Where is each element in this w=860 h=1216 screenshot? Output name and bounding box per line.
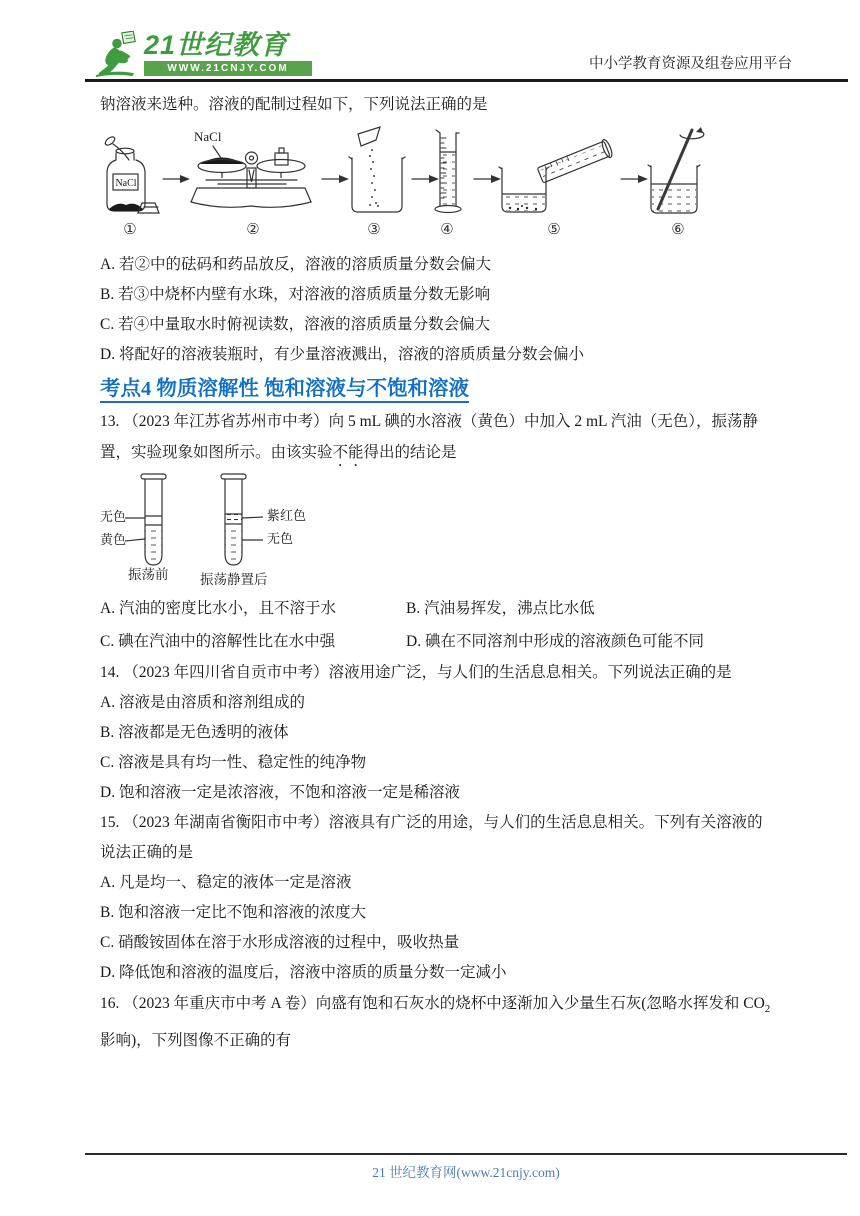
header-divider [85, 79, 848, 82]
q13-option-d: D. 碘在不同溶剂中形成的溶液颜色可能不同 [406, 633, 704, 650]
q13-stem-line2-pre: 置，实验现象如图所示。由该实验 [100, 444, 333, 461]
tube-label-right-bottom: 无色 [267, 531, 294, 546]
question-14 [100, 658, 800, 808]
tube-label-left-bottom: 黄色 [100, 532, 127, 547]
q14-option-d: D. 饱和溶液一定是浓溶液，不饱和溶液一定是稀溶液 [100, 784, 460, 801]
brand-text-block [144, 31, 312, 76]
q13-option-a: A. 汽油的密度比水小，且不溶于水 [100, 600, 336, 617]
q13-option-b: B. 汽油易挥发，沸点比水低 [406, 600, 595, 617]
q15-option-d: D. 降低饱和溶液的温度后，溶液中溶质的质量分数一定减小 [100, 964, 507, 981]
question-16 [100, 988, 800, 1056]
q16-stem-line1 [100, 988, 800, 1025]
logo-runner-icon [94, 31, 140, 84]
footer-divider [85, 1153, 847, 1155]
balance-nacl-label: NaCl [194, 129, 222, 144]
q15-stem-line2: 说法正确的是 [100, 844, 194, 861]
q13-option-c: C. 碘在汽油中的溶解性比在水中强 [100, 633, 336, 650]
apparatus-drawing [100, 124, 716, 219]
q15-stem-line1: 15. （2023 年湖南省衡阳市中考）溶液具有广泛的用途，与人们的生活息息相关。下列有关溶液的 [100, 814, 763, 831]
q13-emphasized-text: 不能 [332, 444, 364, 461]
brand-url: WWW.21CNJY.COM [167, 63, 289, 74]
solution-preparation-figure [100, 124, 716, 246]
step-number-2: ② [246, 222, 260, 238]
test-tube-figure [100, 472, 420, 590]
question-15 [100, 808, 800, 988]
step-number-3: ③ [367, 222, 381, 238]
q13-options-row-1 [100, 592, 800, 625]
brand-logo [94, 31, 312, 84]
section-heading-text: 考点4 物质溶解性 饱和溶液与不饱和溶液 [100, 378, 469, 403]
q15-option-c: C. 硝酸铵固体在溶于水形成溶液的过程中，吸收热量 [100, 934, 460, 951]
brand-url-bar [144, 61, 312, 76]
q16-stem-line2: 影响)，下列图像不正确的有 [100, 1032, 292, 1050]
brand-name: 21世纪教育 [144, 30, 289, 60]
footer-text: 21 世纪教育网(www.21cnjy.com) [372, 1165, 560, 1180]
q13-stem-line1: 13. （2023 年江苏省苏州市中考）向 5 mL 碘的水溶液（黄色）中加入 2 mL 汽油（无色），振荡静 [100, 413, 759, 430]
bottle-nacl-label: NaCl [115, 178, 137, 189]
co2-subscript: 2 [764, 1003, 771, 1016]
document-body [100, 90, 800, 1056]
q12-option-c: C. 若④中量取水时俯视读数，溶液的溶质质量分数会偏大 [100, 316, 491, 333]
q13-stem-line2 [100, 437, 800, 470]
q12-option-d: D. 将配好的溶液装瓶时，有少量溶液溅出，溶液的溶质质量分数会偏小 [100, 346, 584, 363]
q15-option-b: B. 饱和溶液一定比不饱和溶液的浓度大 [100, 904, 367, 921]
q13-stem-line2-post: 得出的结论是 [363, 444, 457, 461]
tube-label-right-top: 紫红色 [267, 508, 307, 523]
q15-option-a: A. 凡是均一、稳定的液体一定是溶液 [100, 874, 352, 891]
step-number-5: ⑤ [547, 222, 561, 238]
q14-option-b: B. 溶液都是无色透明的液体 [100, 724, 289, 741]
platform-text: 中小学教育资源及组卷应用平台 [589, 56, 792, 72]
q14-option-a: A. 溶液是由溶质和溶剂组成的 [100, 694, 305, 711]
q14-stem: 14. （2023 年四川省自贡市中考）溶液用途广泛，与人们的生活息息相关。下列说法正确的是 [100, 664, 732, 681]
tube-caption-before: 振荡前 [128, 567, 169, 582]
q12-option-b: B. 若③中烧杯内壁有水珠，对溶液的溶质质量分数无影响 [100, 286, 491, 303]
q14-option-c: C. 溶液是具有均一性、稳定性的纯净物 [100, 754, 367, 771]
intro-line: 钠溶液来选种。溶液的配制过程如下，下列说法正确的是 [100, 96, 488, 113]
step-number-4: ④ [440, 222, 454, 238]
q13-options-row-2 [100, 625, 800, 658]
step-number-6: ⑥ [671, 222, 685, 238]
q16-stem-line1-text: 16. （2023 年重庆市中考 A 卷）向盛有饱和石灰水的烧杯中逐渐加入少量生石灰(忽略水挥发和 CO [100, 995, 765, 1012]
tube-caption-after: 振荡静置后 [200, 572, 268, 587]
tube-label-left-top: 无色 [100, 509, 127, 524]
section-heading [100, 372, 800, 406]
step-number-1: ① [123, 222, 137, 238]
q12-option-a: A. 若②中的砝码和药品放反，溶液的溶质质量分数会偏大 [100, 256, 491, 273]
